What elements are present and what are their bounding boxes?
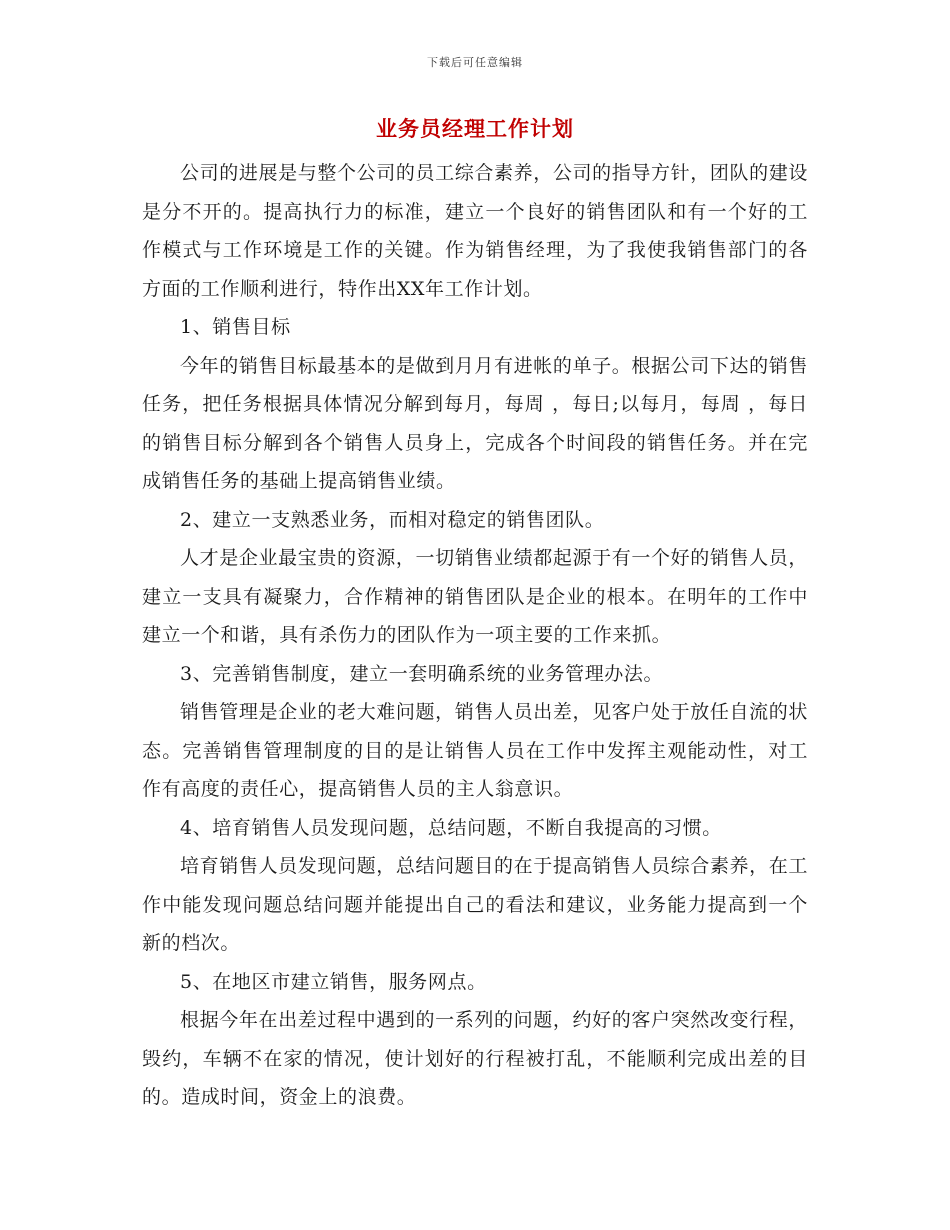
document-body	[142, 154, 808, 1117]
paragraph-5: 根据今年在出差过程中遇到的一系列的问题，约好的客户突然改变行程，毁约，车辆不在家的情况，使计划好的行程被打乱，不能顺利完成出差的目的。造成时间，资金上的浪费。	[142, 1009, 808, 1108]
paragraph-intro: 公司的进展是与整个公司的员工综合素养，公司的指导方针，团队的建设是分不开的。提高执行力的标准，建立一个良好的销售团队和有一个好的工作模式与工作环境是工作的关键。作为销售经理，为了我使我销售部门的各方面的工作顺利进行，特作出XX年工作计划。	[142, 162, 808, 300]
section-heading-5: 5、在地区市建立销售，服务网点。	[180, 970, 487, 993]
section-heading-1: 1、销售目标	[180, 316, 291, 338]
section-heading-2: 2、建立一支熟悉业务，而相对稳定的销售团队。	[180, 508, 605, 531]
paragraph-4: 培育销售人员发现问题，总结问题目的在于提高销售人员综合素养，在工作中能发现问题总结问题并能提出自己的看法和建议，业务能力提高到一个新的档次。	[142, 855, 808, 954]
header-note: 下载后可任意编辑	[427, 56, 523, 69]
paragraph-1: 今年的销售目标最基本的是做到月月有进帐的单子。根据公司下达的销售任务，把任务根据具体情况分解到每月，每周 ，每日;以每月，每周 ，每日的销售目标分解到各个销售人员身上，完成各个时间段的销售任务。并在完成销售任务的基础上提高销售业绩。	[142, 354, 808, 492]
section-heading-3: 3、完善销售制度，建立一套明确系统的业务管理办法。	[180, 662, 664, 685]
section-heading-4: 4、培育销售人员发现问题，总结问题，不断自我提高的习惯。	[180, 816, 722, 839]
paragraph-3: 销售管理是企业的老大难问题，销售人员出差，见客户处于放任自流的状态。完善销售管理制度的目的是让销售人员在工作中发挥主观能动性，对工作有高度的责任心，提高销售人员的主人翁意识。	[142, 701, 808, 800]
document-title: 业务员经理工作计划	[376, 116, 574, 141]
paragraph-2: 人才是企业最宝贵的资源，一切销售业绩都起源于有一个好的销售人员，建立一支具有凝聚力，合作精神的销售团队是企业的根本。在明年的工作中建立一个和谐，具有杀伤力的团队作为一项主要的工作来抓。	[142, 547, 808, 646]
